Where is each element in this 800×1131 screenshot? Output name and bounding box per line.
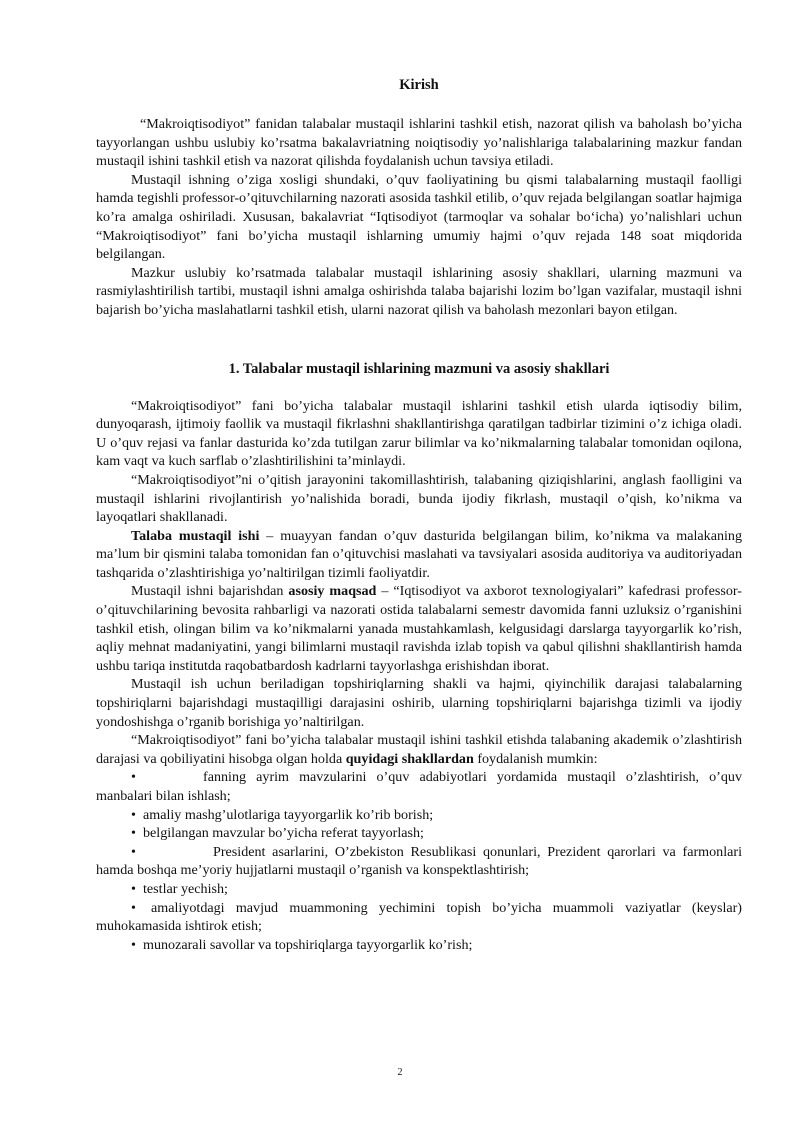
bullet-icon: • (131, 936, 136, 953)
section1-paragraph-6 (96, 731, 742, 768)
goal-text: – “Iqtisodiyot va axborot texnologiyalari” kafedrasi professor-o’qituvchilarining bevosita rahbarligi va nazorati ostida talabalarni semestr davomida fanni uzluksiz o’rganishini tashkil etish, olingan bilim va ko’nikmalarni yanada mustahkamlash, kelgusidagi darslarga tayyorgarlik ko’rish, aqliy mehnat madaniyatini, yangi bilimlarni mustaqil ravishda izlab topish va qabul qilishni shakllantirish hamda ushbu tariqa institutda raqobatbardosh kadrlarni tayyorlashga erishishdan iborat. (96, 583, 743, 674)
section1-paragraph-2: “Makroiqtisodiyot”ni o’qitish jarayonini takomillashtirish, talabaning qiziqishlarini, anglash faolligini va mustaqil ishlarini rivojlantirish yo’nalishida boradi, bunda ijodiy fikrlash, mustaqil o’qish, ko’nikma va layoqatlari shakllanadi. (96, 471, 742, 526)
term-main-goal: asosiy maqsad (288, 583, 377, 600)
list-item-text: testlar yechish; (143, 880, 228, 897)
term-student-work: Talaba mustaqil ishi (131, 527, 260, 544)
list-item (96, 936, 742, 955)
list-item-text: President asarlarini, O’zbekiston Resublikasi qonunlari, Prezident qarorlari va farmonlari hamda boshqa me’yoriy hujjatlarni mustaqil o’rganish va konspektlashtirish; (96, 843, 742, 879)
section1-paragraph-3 (96, 527, 742, 583)
section1-paragraph-4 (96, 582, 742, 675)
list-item-text: munozarali savollar va topshiriqlarga tayyorgarlik ko’rish; (143, 936, 473, 953)
list-item (96, 768, 742, 805)
heading-section-1: 1. Talabalar mustaqil ishlarining mazmuni va asosiy shakllari (228, 360, 610, 377)
list-item (96, 899, 742, 936)
bullet-icon: • (131, 899, 136, 916)
bullet-icon: • (131, 769, 136, 786)
heading-intro: Kirish (399, 77, 439, 93)
goal-intro: Mustaqil ishni bajarishdan (131, 583, 289, 600)
list-item (96, 880, 742, 899)
section1-paragraph-1: “Makroiqtisodiyot” fani bo’yicha talabalar mustaqil ishlarini tashkil etish ularda iqtisodiy bilim, dunyoqarash, ijtimoiy faollik va mustaqil fikrlashni shakllantirishga qaratilgan tadbirlar tizimini o’z ichiga oladi. U o’quv rejasi va fanlar dasturida ko’zda tutilgan zarur bilimlar va ko’nikmalarning talabalar tomonidan oqilona, kam vaqt va kuch sarflab o’zlashtirilishini ta’minlaydi. (96, 397, 742, 470)
list-item (96, 843, 742, 880)
section-gap (96, 320, 742, 360)
document-page (96, 76, 742, 954)
intro-paragraph-3: Mazkur uslubiy ko’rsatmada talabalar mustaqil ishlarining asosiy shakllari, ularning mazmuni va rasmiylashtirilish tartibi, mustaqil ishni amalga oshirishda talaba bajarishi lozim bo’lgan vazifalar, mustaqil ishni bajarish bo’yicha maslahatlarni tashkil etish, ularni nazorat qilish va baholash mezonlari bayon etilgan. (96, 264, 742, 318)
bullet-icon: • (131, 825, 136, 842)
definition-text: – muayyan fandan o’quv dasturida belgilangan bilim, ko’nikma va malakaning ma’lum bir qismini talaba tomonidan fan o’qituvchisi maslahati va tavsiyalari asosida auditoriya va auditoriyadan tashqarida o’zlashtirishiga yo’naltirilgan tizimli faoliyatdir. (96, 527, 743, 581)
page-number: 2 (397, 1067, 403, 1078)
bullet-icon: • (131, 806, 136, 823)
intro-paragraph-1: “Makroiqtisodiyot” fanidan talabalar mustaqil ishlarini tashkil etish, nazorat qilish va baholash bo’yicha tayyorlangan ushbu uslubiy ko’rsatma bakalavriatning noiqtisodiy yo’nalishlariga talabalarining mazkur fandan mustaqil ishini tashkil etish va nazorat qilishda foydalanish uchun tavsiya etiladi. (96, 116, 742, 170)
list-item (96, 806, 742, 825)
list-item-text: belgilangan mavzular bo’yicha referat tayyorlash; (143, 825, 424, 842)
list-item-text: amaliyotdagi mavjud muammoning yechimini topish bo’yicha muammoli vaziyatlar (keyslar) muhokamasida ishtirok etish; (96, 899, 742, 935)
bullet-icon: • (131, 880, 136, 897)
section1-paragraph-5: Mustaqil ish uchun beriladigan topshiriqlarning shakli va hajmi, qiyinchilik darajasi talabalarning topshiriqlarni bajarishdagi mustaqilligi darajasini oshirib, ularning topshiriqlarni bajarishga tizimli va ijodiy yondoshishga o’rganib borishiga yo’naltirilgan. (96, 676, 742, 730)
forms-list (96, 768, 742, 954)
intro-paragraph-2: Mustaqil ishning o’ziga xosligi shundaki, o’quv faoliyatining bu qismi talabalarning mustaqil faolligi hamda tegishli professor-o’qituvchilarning nazorati asosida tashkil etilib, o’quv rejada belgilangan soatlar hajmiga ko’ra amalga oshiriladi. Xususan, bakalavriat “Iqtisodiyot (tarmoqlar va sohalar bo‘icha) yo’nalishlari uchun “Makroiqtisodiyot” fani bo’yicha mustaqil ishlarning umumiy hajmi o’quv rejada 148 soat miqdorida belgilangan. (96, 171, 742, 263)
term-following-forms: quyidagi shakllardan (345, 750, 474, 767)
list-item (96, 824, 742, 843)
forms-outro: foydalanish mumkin: (473, 750, 598, 767)
forms-intro: “Makroiqtisodiyot” fani bo’yicha talabalar mustaqil ishini tashkil etishda talabaning akademik o’zlashtirish darajasi va qobiliyatini hisobga olgan holda (96, 732, 742, 767)
bullet-icon: • (131, 843, 136, 860)
list-item-text: amaliy mashg’ulotlariga tayyorgarlik ko’rib borish; (143, 806, 434, 823)
list-item-text: fanning ayrim mavzularini o’quv adabiyotlari yordamida mustaqil o’zlashtirish, o’quv manbalari bilan ishlash; (96, 769, 742, 804)
